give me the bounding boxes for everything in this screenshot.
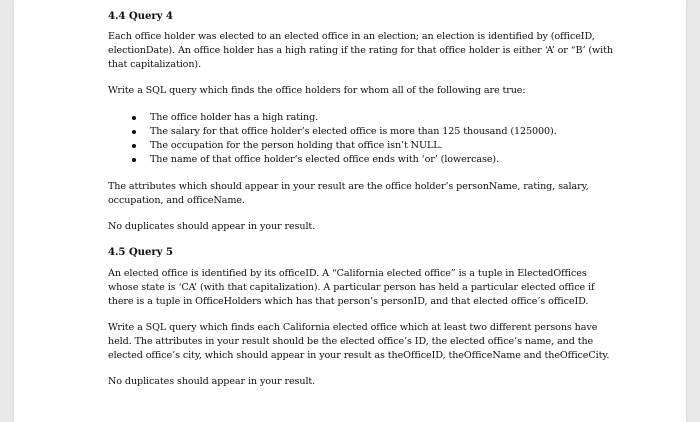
bullet-icon bbox=[132, 144, 136, 148]
paragraph-4-5-intro bbox=[108, 267, 608, 309]
document-page bbox=[14, 0, 686, 422]
paragraph-4-4-intro bbox=[108, 30, 613, 72]
text-line: held. The attributes in your result should be the elected office’s ID, the elected office’s name, and the bbox=[108, 336, 594, 347]
list-item-text: The occupation for the person holding that office isn’t NULL. bbox=[150, 140, 443, 151]
text-line: The attributes which should appear in your result are the office holder’s personName, rating, salary, bbox=[108, 181, 589, 192]
text-line: elected office’s city, which should appear in your result as theOfficeID, theOfficeName and theOfficeCity. bbox=[108, 350, 610, 361]
paragraph-4-4-duplicates bbox=[108, 220, 608, 234]
paragraph-4-5-duplicates bbox=[108, 375, 608, 389]
section-heading-4-5: 4.5 Query 5 bbox=[108, 246, 173, 258]
text-line: Write a SQL query which finds each California elected office which at least two different persons have bbox=[108, 322, 598, 333]
list-item bbox=[108, 111, 557, 125]
text-line: Each office holder was elected to an elected office in an election; an election is identified by (officeID, bbox=[108, 31, 595, 42]
list-item-text: The name of that office holder’s elected office ends with ‘or’ (lowercase). bbox=[150, 154, 500, 165]
paragraph-4-5-task bbox=[108, 321, 608, 363]
list-item-text: The salary for that office holder’s elected office is more than 125 thousand (125000). bbox=[150, 126, 557, 137]
text-line: there is a tuple in OfficeHolders which has that person’s personID, and that elected office’s officeID. bbox=[108, 296, 589, 307]
text-line: that capitalization). bbox=[108, 59, 202, 70]
criteria-list bbox=[108, 111, 557, 167]
bullet-icon bbox=[132, 116, 136, 120]
list-item bbox=[108, 153, 557, 167]
text-line: An elected office is identified by its officeID. A “California elected office” is a tuple in ElectedOffices bbox=[108, 268, 587, 279]
text-line: occupation, and officeName. bbox=[108, 195, 245, 206]
list-item-text: The office holder has a high rating. bbox=[150, 112, 319, 123]
text-line: electionDate). An office holder has a high rating if the rating for that office holder is either ‘A’ or “B’ (with bbox=[108, 45, 613, 56]
text-line: whose state is ‘CA’ (with that capitalization). A particular person has held a particular elected office if bbox=[108, 282, 595, 293]
section-heading-4-4: 4.4 Query 4 bbox=[108, 10, 173, 22]
paragraph-4-4-task bbox=[108, 84, 608, 98]
bullet-icon bbox=[132, 158, 136, 162]
list-item bbox=[108, 139, 557, 153]
text-line: Write a SQL query which finds the office holders for whom all of the following are true: bbox=[108, 85, 526, 96]
list-item bbox=[108, 125, 557, 139]
text-line: No duplicates should appear in your result. bbox=[108, 221, 316, 232]
text-line: No duplicates should appear in your result. bbox=[108, 376, 316, 387]
bullet-icon bbox=[132, 130, 136, 134]
paragraph-4-4-attributes bbox=[108, 180, 608, 208]
